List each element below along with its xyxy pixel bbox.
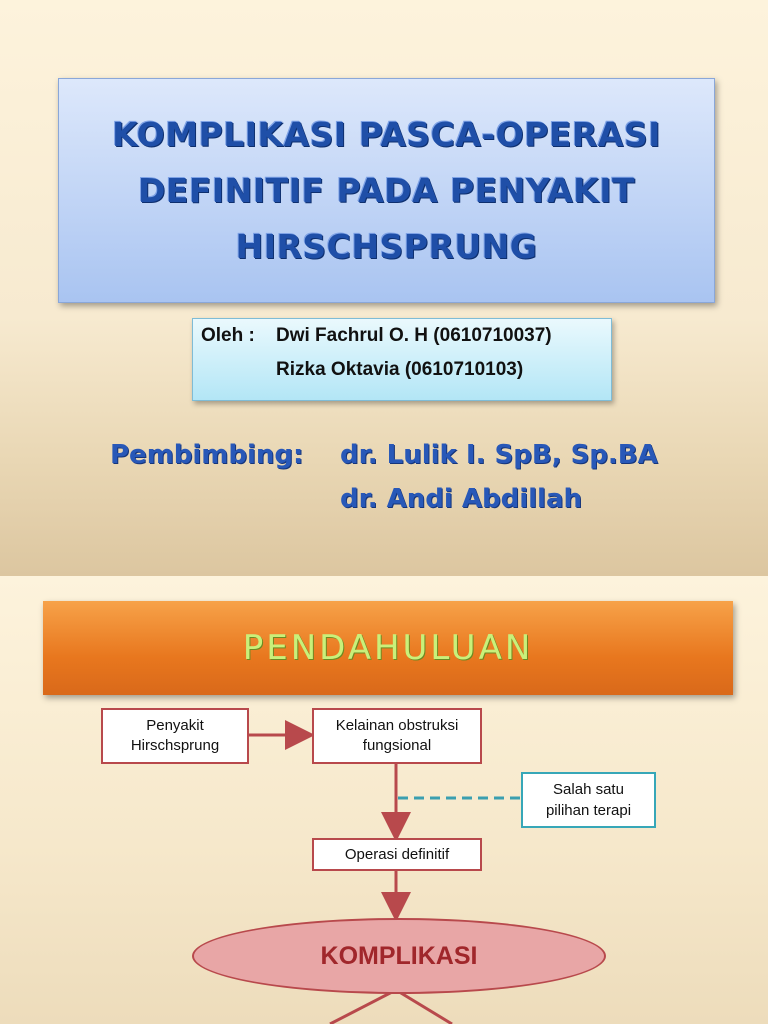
branch-right [396,990,452,1024]
node-salah-satu-terapi [521,772,656,828]
author-label: Oleh : [201,325,255,346]
presentation-title [112,107,661,275]
node-penyakit-line-1: Penyakit [146,717,204,734]
author-row-2 [201,359,523,381]
author-1: Dwi Fachrul O. H (0610710037) [276,325,552,346]
author-box [192,318,612,401]
node-penyakit-hirschsprung [101,708,249,764]
node-komplikasi [192,918,606,994]
node-kelainan-line-2: fungsional [362,737,432,754]
title-line-2: DEFINITIF PADA PENYAKIT [137,170,636,210]
title-line-3: HIRSCHSPRUNG [235,226,538,266]
section-title: PENDAHULUAN [242,628,534,668]
node-kelainan-obstruksi [312,708,482,764]
supervisor-1: dr. Lulik I. SpB, Sp.BA [340,440,658,470]
node-salah-line-1: Salah satu [553,781,624,798]
introduction-slide [0,576,768,1024]
supervisor-2: dr. Andi Abdillah [340,484,582,514]
node-kelainan-line-1: Kelainan obstruksi [335,717,459,734]
author-2: Rizka Oktavia (0610710103) [276,359,524,380]
node-operasi-definitif [312,838,482,871]
branch-left [330,990,396,1024]
title-box [58,78,715,303]
node-penyakit-line-2: Hirschsprung [130,737,220,754]
title-line-1: KOMPLIKASI PASCA-OPERASI [112,114,661,154]
supervisor-label: Pembimbing: [110,440,304,470]
node-salah-line-2: pilihan terapi [545,802,632,819]
node-operasi-label: Operasi definitif [344,845,450,863]
node-komplikasi-label: KOMPLIKASI [320,941,478,970]
author-row-1 [201,325,552,347]
